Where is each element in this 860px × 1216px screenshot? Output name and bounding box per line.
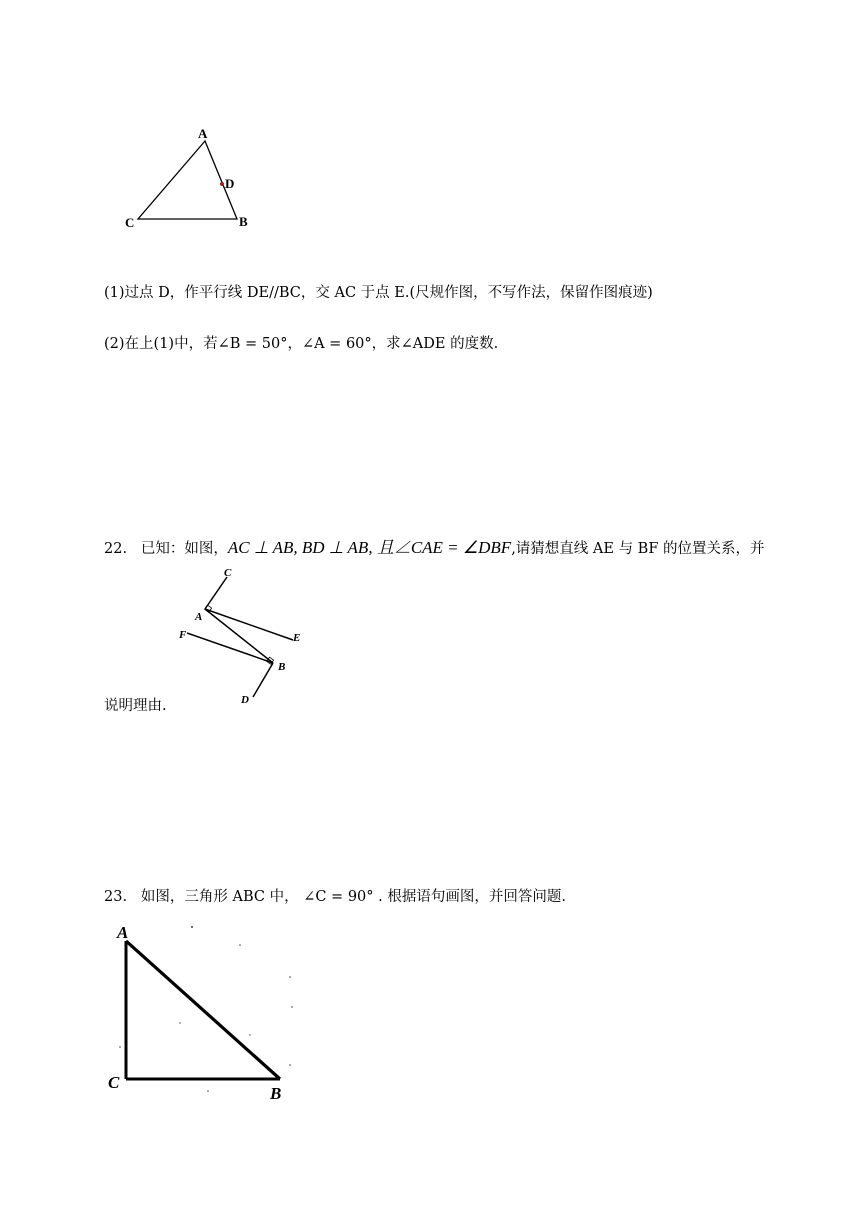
point-d-marker bbox=[220, 182, 224, 186]
q22-condition: AC ⊥ AB, BD ⊥ AB, 且∠CAE = ∠DBF bbox=[227, 538, 512, 557]
right-triangle-figure bbox=[100, 915, 300, 1105]
segment-bf bbox=[187, 633, 273, 663]
label-b3: B bbox=[270, 1084, 282, 1103]
label-c3: C bbox=[108, 1073, 120, 1092]
parallel-lines-figure bbox=[175, 563, 315, 708]
label-e2: E bbox=[293, 632, 301, 644]
label-b: B bbox=[239, 214, 248, 229]
label-a2: A bbox=[195, 611, 203, 623]
label-f2: F bbox=[179, 629, 187, 641]
q22-continuation: 说明理由. bbox=[104, 698, 167, 714]
label-c: C bbox=[125, 215, 135, 230]
label-d2: D bbox=[241, 694, 249, 706]
side-ab bbox=[126, 941, 280, 1079]
segment-ab bbox=[205, 609, 273, 663]
label-b2: B bbox=[278, 661, 286, 673]
segment-ae bbox=[205, 609, 293, 640]
segment-bd bbox=[253, 663, 273, 697]
q22-prefix: 已知：如图， bbox=[140, 541, 228, 557]
label-c2: C bbox=[224, 567, 232, 579]
triangle-outline bbox=[138, 141, 237, 219]
q23-number: 23. bbox=[104, 889, 128, 905]
q21-part2: (2)在上(1)中，若∠B = 50°，∠A = 60°，求∠ADE 的度数. bbox=[104, 336, 499, 352]
q23-text: 如图，三角形 ABC 中， ∠C = 90° . 根据语句画图，并回答问题. bbox=[140, 889, 566, 905]
q23-line1 bbox=[104, 885, 566, 906]
q21-part1: (1)过点 D，作平行线 DE//BC，交 AC 于点 E.(尺规作图，不写作法，保留作图痕迹) bbox=[104, 285, 653, 301]
triangle-abc-figure bbox=[110, 118, 280, 243]
label-a: A bbox=[198, 126, 208, 141]
q22-line1 bbox=[104, 533, 765, 558]
label-d: D bbox=[225, 176, 235, 191]
label-a3: A bbox=[117, 923, 129, 942]
segment-ac bbox=[205, 577, 227, 609]
q22-number: 22. bbox=[104, 541, 128, 557]
q22-suffix: ,请猜想直线 AE 与 BF 的位置关系，并 bbox=[511, 541, 765, 557]
